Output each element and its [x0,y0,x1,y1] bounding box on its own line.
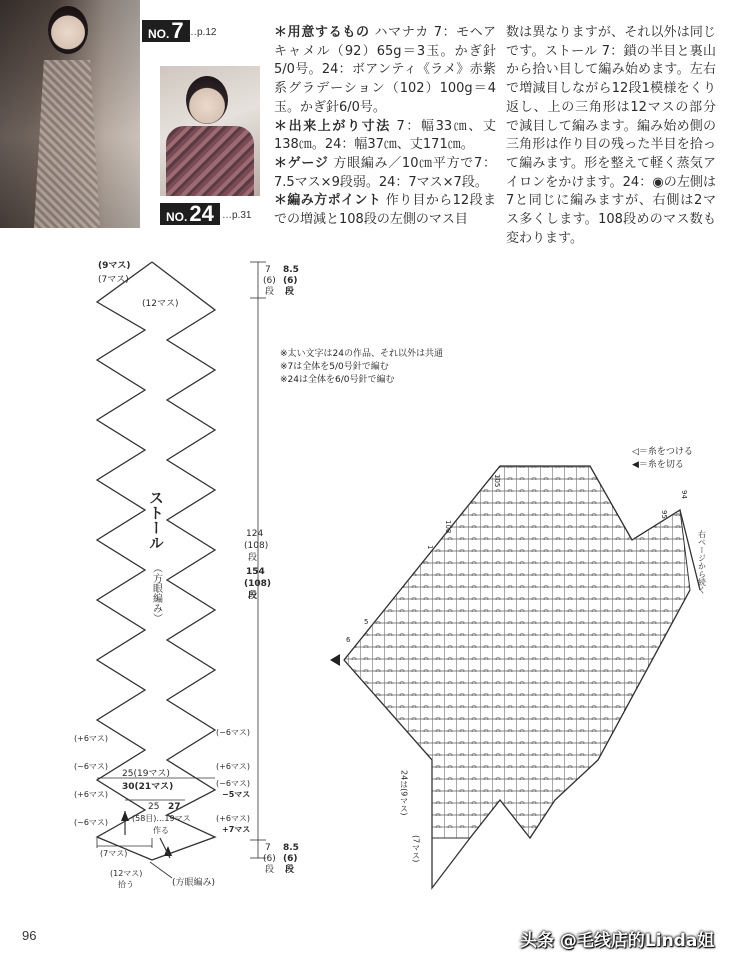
left-inc-1: (+6マス) [74,734,109,743]
start-arrow-icon [121,811,129,821]
note-line: ※7は全体を5/0号針で編む [280,362,389,372]
size-item: ＊出来上がり寸法 7：幅33㎝、丈138㎝。24：幅37㎝、丈171㎝。 [274,118,496,153]
mesh-label: (方眼編み) [172,878,216,888]
dim-top-7: 7 [265,265,271,275]
left-dec-2: (−6マス) [74,818,109,827]
right-inc-1: (+6マス) [216,762,251,771]
dim-bottom-7-sub: (6) [263,854,276,864]
bottom-7-stitches: (7マス) [100,849,128,858]
dim-bottom-85: 8.5 [283,843,299,853]
method-text: 数は異なりますが、それ以外は同じです。ストール 7：鎖の半目と裏山から拾い目して編み始めます。左右で増減目しながら12段1模様をくり返し、上の三角形は12マスの部分で減目して編みます。編み始め側の三角形は作り目の残った半目を拾って編みます。形を整えて軽く蒸気アイロンをかけます。24：◉の左側は7と同じに編みますが、右側は2マス多くします。108段めのマス数も変わります。 [506,25,716,246]
dim-top-85: 8.5 [283,265,299,275]
count-27: 27 [168,802,181,812]
item-tag-no24: NO.24 [160,203,220,225]
right-dec-1: (−6マス) [216,728,251,737]
stole-subtitle: （方眼編み） [150,563,162,623]
dim-bottom-85-dan: 段 [285,865,295,875]
label-12-stitches: (12マス) [142,299,179,309]
note-line: ※太い文字は24の作品、それ以外は共通 [280,349,443,359]
continued-label: 右ページから続く [697,530,707,594]
pickup-label: 拾う [118,880,134,889]
row-5: 5 [364,618,369,626]
count-25-19: 25(19マス) [122,769,170,779]
label-7-stitches: (7マス) [98,275,129,285]
page-ref-no24: …p.31 [222,210,252,221]
row-105: 105 [493,474,501,488]
gauge-item: ＊ゲージ 方眼編み／10㎝平方で7：7.5マス×9段弱。24：7マス×7段。 [274,155,496,190]
dim-124-dan: 段 [248,553,258,563]
row-108: 108 [444,520,452,534]
bottom-12-stitches: (12マス) [110,869,143,878]
dim-bottom-7: 7 [265,843,271,853]
right-inc-2: (+6マス) [216,814,251,823]
chart-7-label: (7マス) [411,835,421,863]
watermark: 头条 @毛线店的Linda姐 [520,931,715,951]
legend-attach-yarn: ◁＝糸をつける [632,447,693,457]
row-1: 1 [426,545,434,550]
dim-top-85-sub: (6) [283,276,298,286]
stole-title: ストール [147,490,165,550]
points-item: ＊編み方ポイント 作り目から12段までの増減と108段の左側のマス目 [274,193,496,228]
right-dec-2: (−6マス) [216,779,251,788]
row-6: 6 [346,636,351,644]
dim-bottom-7-dan: 段 [265,865,275,875]
crochet-chart [330,466,700,888]
row-94: 94 [680,490,688,499]
row-95: 95 [660,510,668,519]
chart-24-label: 24は(9マス) [399,770,409,816]
legend-cut-yarn: ◀＝糸を切る [632,460,684,470]
materials-item: ＊用意するもの ハマナカ 7：モヘア キャメル（92）65g＝3玉。かぎ針5/0号。24：ボアンティ《ラメ》赤紫系グラデーション（102）100g＝4玉。かぎ針6/0号。 [274,25,496,115]
dim-top-85-dan: 段 [285,287,295,297]
dim-bottom-85-sub: (6) [283,854,298,864]
count-58: (58目)…19マス [132,814,191,823]
make-chain-label: 作る [153,826,169,835]
count-30-21: 30(21マス) [122,782,174,792]
note-line: ※24は全体を6/0号針で編む [280,375,395,385]
diagram-notes [280,348,443,387]
page-ref-no7: …p.12 [187,27,217,38]
dim-124: 124 [246,529,264,539]
chart-mesh-area [344,466,690,838]
page-number: 96 [22,928,37,943]
dim-154-sub: (108) [244,579,272,589]
dim-top-7-dan: 段 [265,287,275,297]
count-25: 25 [148,802,160,812]
dim-154-dan: 段 [248,591,258,601]
dim-124-sub: (108) [244,541,269,551]
label-9-stitches: (9マス) [98,261,131,271]
item-tag-no7: NO.7 [142,20,190,42]
dim-top-7-sub: (6) [263,276,276,286]
dim-154: 154 [246,567,265,577]
right-dec-5: −5マス [222,790,251,799]
right-inc-7: +7マス [222,825,251,834]
chart-legend [632,446,693,472]
left-dec-1: (−6マス) [74,762,109,771]
attach-yarn-icon [330,654,340,666]
left-inc-2: (+6マス) [74,790,109,799]
